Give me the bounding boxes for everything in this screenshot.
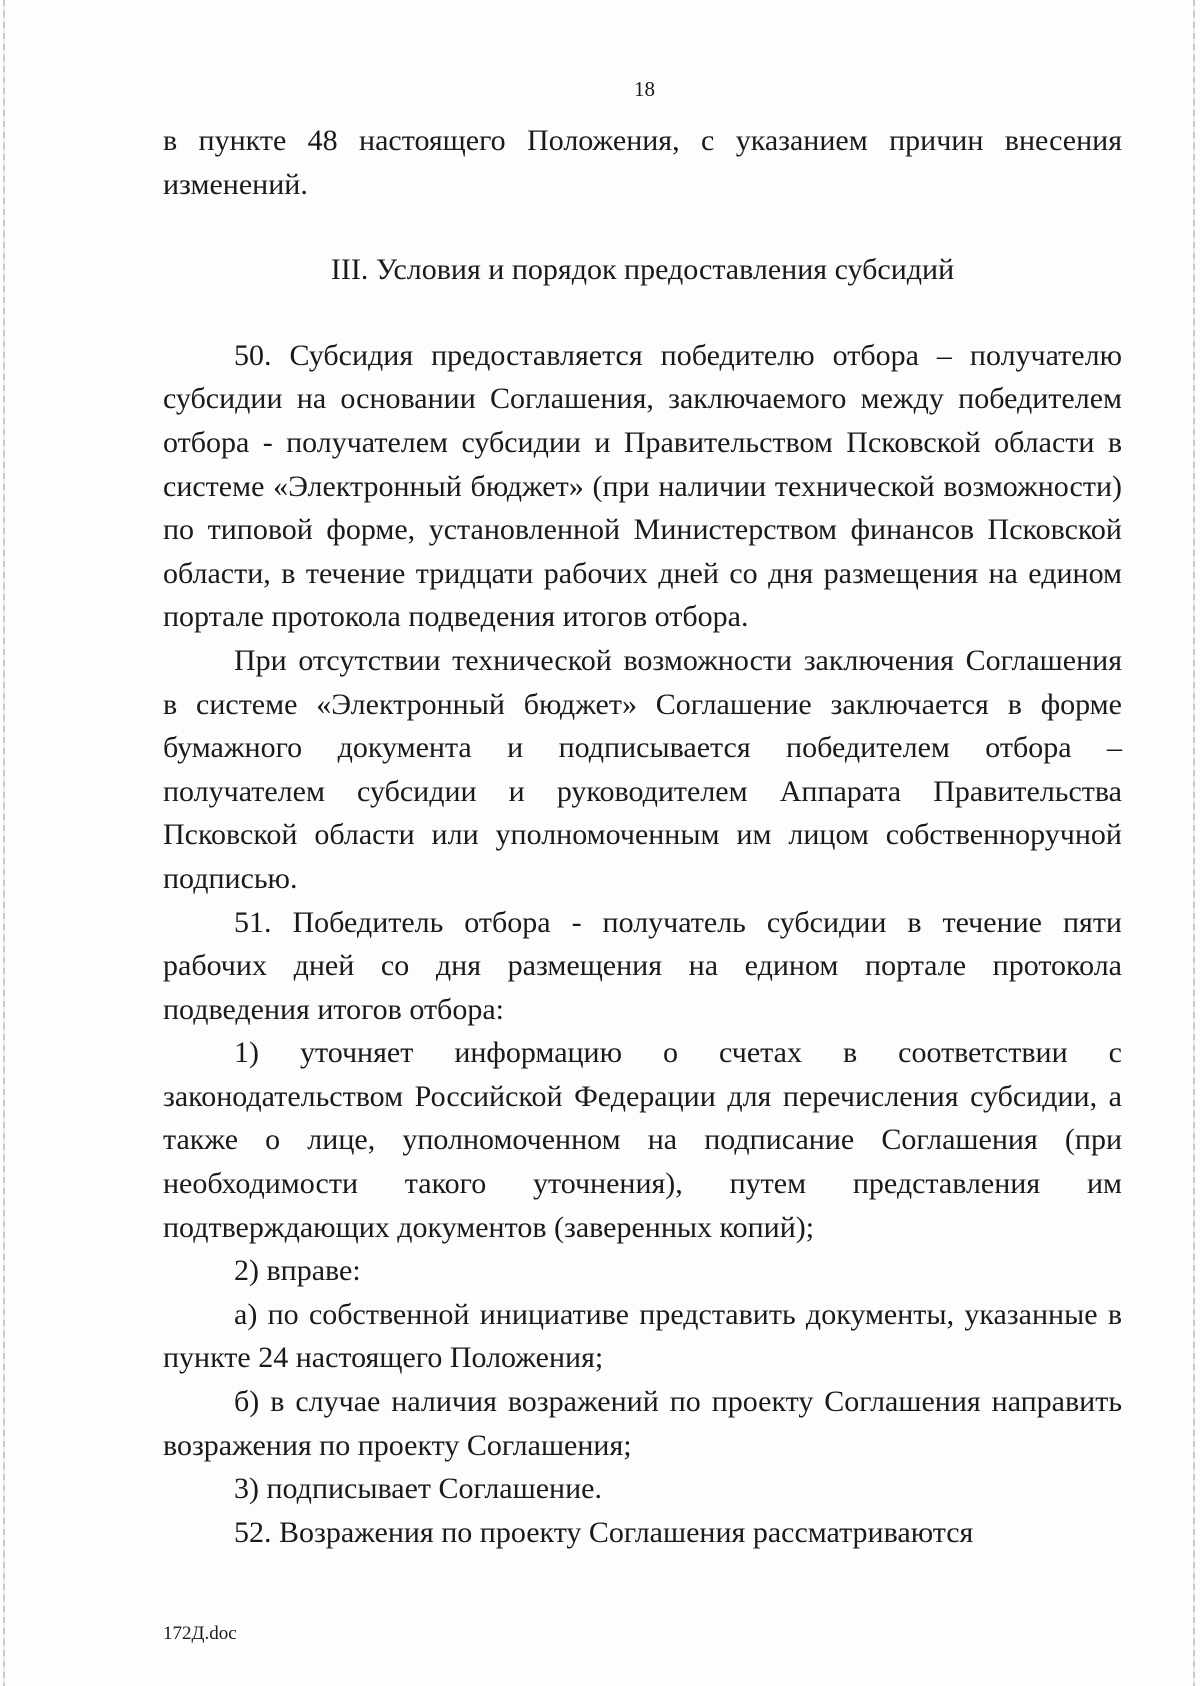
- document-body: [163, 119, 1122, 1554]
- paragraph-item-50: 50. Субсидия предоставляется победителю отбора – получателю субсидии на основании Соглашения, заключаемого между победителем отбора - получателем субсидии и Правительством Псковской области в системе «Электронный бюджет» (при наличии технической возможности) по типовой форме, установленной Министерством финансов Псковской области, в течение тридцати рабочих дней со дня размещения на едином портале протокола подведения итогов отбора.: [163, 338, 1122, 634]
- paragraph-item-51: 51. Победитель отбора - получатель субсидии в течение пяти рабочих дней со дня размещения на едином портале протокола подведения итогов отбора:: [163, 905, 1122, 1026]
- paragraph-continuation: в пункте 48 настоящего Положения, с указанием причин внесения изменений.: [163, 124, 1122, 201]
- paragraph-paper-agreement: При отсутствии технической возможности заключения Соглашения в системе «Электронный бюджет» Соглашение заключается в форме бумажного документа и подписывается победителем отбора – получателем субсидии и руководителем Аппарата Правительства Псковской области или уполномоченным им лицом собственноручной подписью.: [163, 643, 1122, 895]
- list-item-2a: а) по собственной инициативе представить документы, указанные в пункте 24 настоящего Положения;: [163, 1297, 1122, 1375]
- list-item-3: 3) подписывает Соглашение.: [234, 1472, 602, 1506]
- scan-edge-right: [1193, 0, 1195, 1686]
- page-number: 18: [634, 77, 655, 101]
- footer-filename: 172Д.doc: [163, 1623, 237, 1644]
- paragraph-item-52: 52. Возражения по проекту Соглашения рассматриваются: [234, 1515, 974, 1549]
- list-item-2: 2) вправе:: [234, 1254, 361, 1288]
- list-item-2b: б) в случае наличия возражений по проекту Соглашения направить возражения по проекту Соглашения;: [163, 1385, 1122, 1462]
- list-item-1: 1) уточняет информацию о счетах в соответствии с законодательством Российской Федерации для перечисления субсидии, а также о лице, уполномоченном на подписание Соглашения (при необходимости такого уточнения), путем представления им подтверждающих документов (заверенных копий);: [163, 1036, 1122, 1244]
- section-heading: III. Условия и порядок предоставления субсидий: [330, 253, 955, 287]
- scan-edge-left: [3, 0, 5, 1686]
